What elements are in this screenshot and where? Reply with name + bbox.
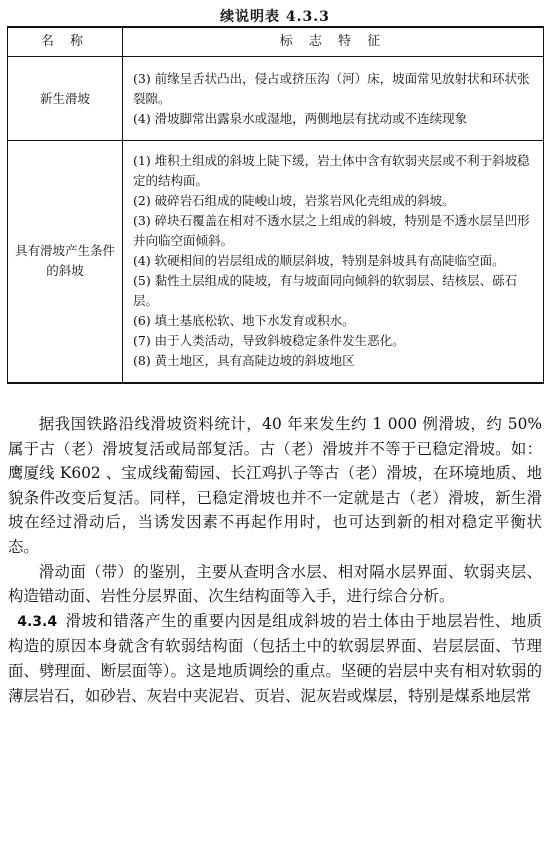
column-header-features: 标 志 特 征 xyxy=(123,27,544,57)
feature-item: (4) 滑坡脚常出露泉水或湿地，两侧地层有扰动或不连续现象 xyxy=(133,110,468,126)
row-features xyxy=(123,141,544,383)
section-paragraph xyxy=(8,609,542,708)
feature-item: (3) 碎块石覆盖在相对不透水层之上组成的斜坡，特别是不透水层呈凹形并向临空面倾斜。 xyxy=(133,213,530,249)
table-header-row xyxy=(8,27,544,57)
table-row xyxy=(8,57,544,141)
row-name: 具有滑坡产生条件的斜坡 xyxy=(8,141,123,383)
paragraph: 滑动面（带）的鉴别，主要从查明含水层、相对隔水层界面、软弱夹层、构造错动面、岩性分层界面、次生结构面等入手，进行综合分析。 xyxy=(8,562,542,606)
table-title: 续说明表 4.3.3 xyxy=(220,9,330,25)
paragraph: 据我国铁路沿线滑坡资料统计，40 年来发生约 1 000 例滑坡，约 50% 属于古（老）滑坡复活或局部复活。古（老）滑坡并不等于已稳定滑坡。如：鹰厦线 K602 、宝成线葡萄园、长江鸡扒子等古（老）滑坡，在环境地质、地貌条件改变后复活。同样，已稳定滑坡也并不一定就是古（老）滑坡，新生滑坡在经过滑动后，当诱发因素不再起作用时，也可达到新的相对稳定平衡状态。 xyxy=(8,415,542,556)
feature-item: (8) 黄土地区，具有高陡边坡的斜坡地区 xyxy=(133,353,355,369)
feature-item: (7) 由于人类活动，导致斜坡稳定条件发生恶化。 xyxy=(133,333,405,349)
row-features xyxy=(123,57,544,141)
feature-item: (1) 堆积土组成的斜坡上陡下缓，岩土体中含有软弱夹层或不利于斜坡稳定的结构面。 xyxy=(133,153,530,189)
row-name: 新生滑坡 xyxy=(8,57,123,141)
section-text: 滑坡和错落产生的重要内因是组成斜坡的岩土体由于地层岩性、地质构造的原因本身就含有软弱结构面（包括土中的软弱层界面、岩层层面、节理面、劈理面、断层面等）。这是地质调绘的重点。坚硬的岩层中夹有相对软弱的薄层岩石，如砂岩、灰岩中夹泥岩、页岩、泥灰岩或煤层，特别是煤系地层常 xyxy=(8,611,542,705)
feature-item: (3) 前缘呈舌状凸出，侵占或挤压沟（河）床，坡面常见放射状和环状张裂隙。 xyxy=(133,70,530,106)
feature-item: (5) 黏性土层组成的陡坡，有与坡面同向倾斜的软弱层、结核层、砾石层。 xyxy=(133,273,518,309)
column-header-name: 名 称 xyxy=(8,27,123,57)
section-number: 4.3.4 xyxy=(17,613,58,630)
table-row xyxy=(8,141,544,383)
body-text xyxy=(8,412,542,708)
feature-item: (4) 软硬相间的岩层组成的顺层斜坡，特别是斜坡具有高陡临空面。 xyxy=(133,253,505,269)
feature-item: (2) 破碎岩石组成的陡峻山坡，岩浆岩风化壳组成的斜坡。 xyxy=(133,193,455,209)
spec-table xyxy=(7,26,544,384)
feature-item: (6) 填土基底松软、地下水发育或积水。 xyxy=(133,313,355,329)
